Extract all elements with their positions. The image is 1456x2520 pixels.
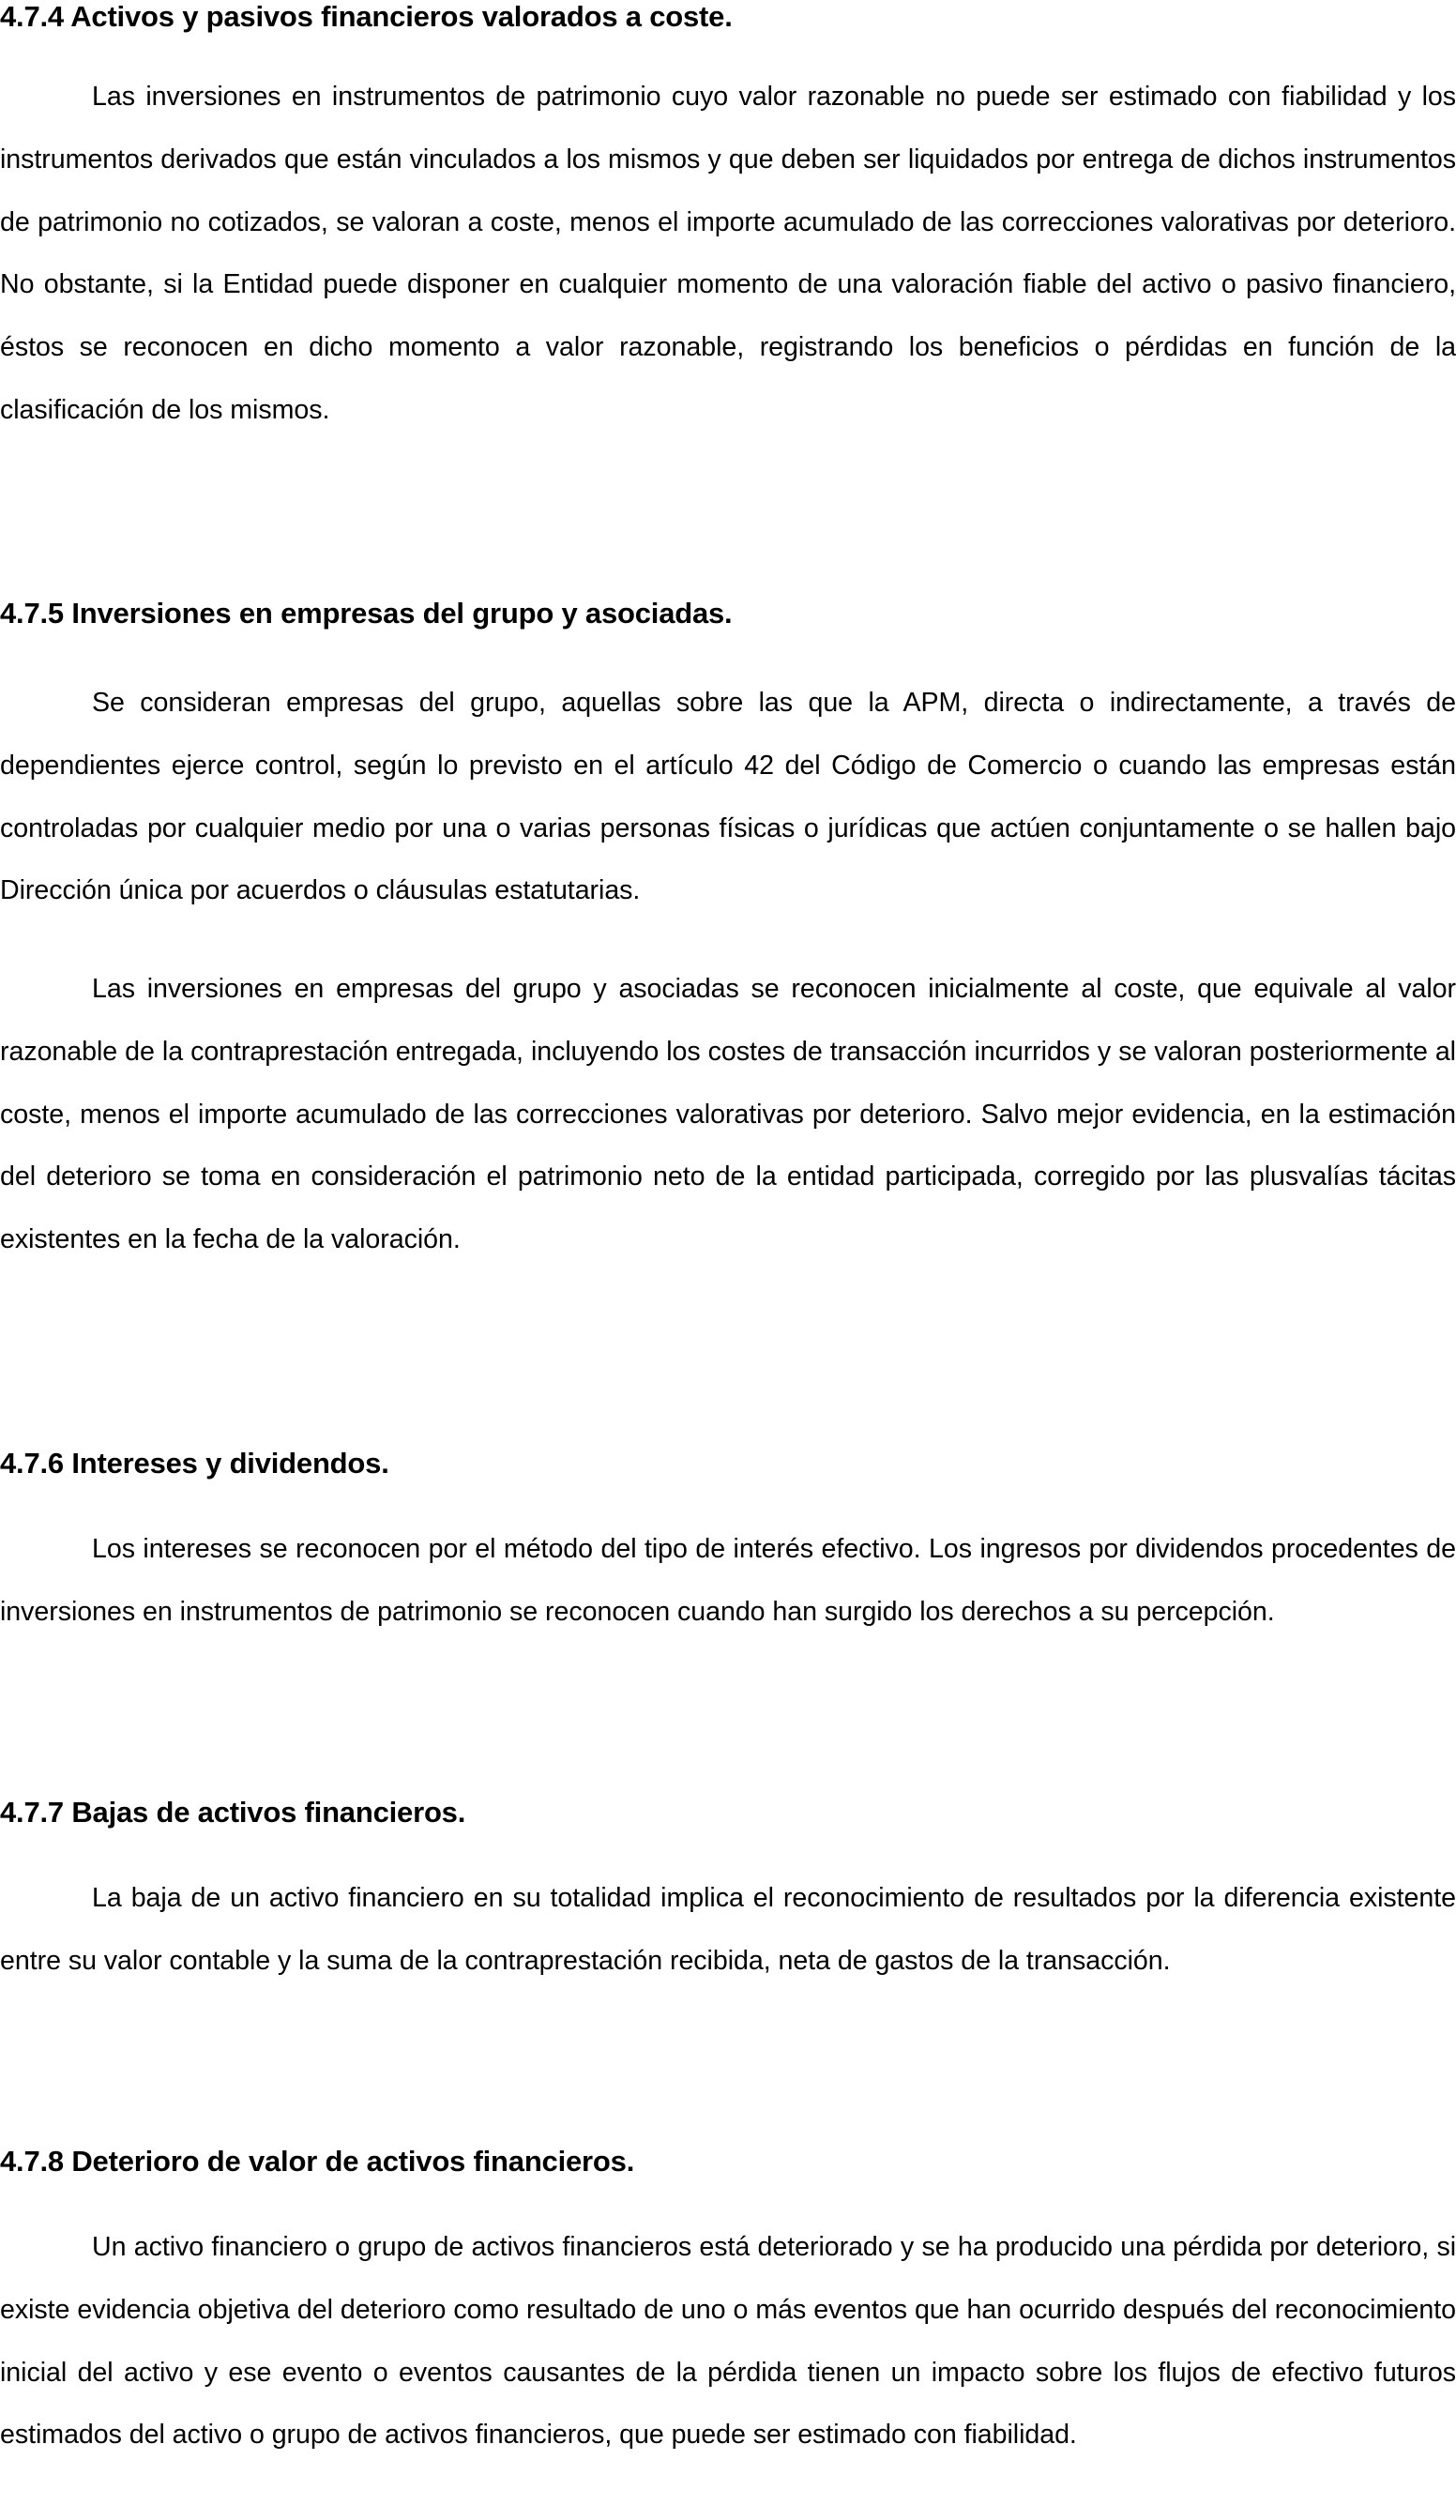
paragraph: Los intereses se reconocen por el método del tipo de interés efectivo. Los ingresos por dividendos procedentes de inversiones en instrumentos de patrimonio se reconocen cuando han surgido los derechos a su percepción.	[0, 1534, 1456, 1627]
section-heading: 4.7.8 Deterioro de valor de activos financieros.	[0, 2145, 635, 2178]
paragraph: Las inversiones en instrumentos de patrimonio cuyo valor razonable no puede ser estimado con fiabilidad y los instrumentos derivados que están vinculados a los mismos y que deben ser liquidados por entrega de dichos instrumentos de patrimonio no cotizados, se valoran a coste, menos el importe acumulado de las correcciones valorativas por deterioro. No obstante, si la Entidad puede disponer en cualquier momento de una valoración fiable del activo o pasivo financiero, éstos se reconocen en dicho momento a valor razonable, registrando los beneficios o pérdidas en función de la clasificación de los mismos.	[0, 82, 1456, 425]
section-heading: 4.7.6 Intereses y dividendos.	[0, 1447, 389, 1480]
section-heading: 4.7.4 Activos y pasivos financieros valorados a coste.	[0, 0, 733, 33]
paragraph: Se consideran empresas del grupo, aquellas sobre las que la APM, directa o indirectamente, a través de dependientes ejerce control, según lo previsto en el artículo 42 del Código de Comercio o cuando las empresas están controladas por cualquier medio por una o varias personas físicas o jurídicas que actúen conjuntamente o se hallen bajo Dirección única por acuerdos o cláusulas estatutarias.	[0, 688, 1456, 906]
paragraph: Las inversiones en empresas del grupo y asociadas se reconocen inicialmente al coste, que equivale al valor razonable de la contraprestación entregada, incluyendo los costes de transacción incurridos y se valoran posteriormente al coste, menos el importe acumulado de las correcciones valorativas por deterioro. Salvo mejor evidencia, en la estimación del deterioro se toma en consideración el patrimonio neto de la entidad participada, corregido por las plusvalías tácitas existentes en la fecha de la valoración.	[0, 974, 1456, 1255]
paragraph: Un activo financiero o grupo de activos financieros está deteriorado y se ha producido una pérdida por deterioro, si existe evidencia objetiva del deterioro como resultado de uno o más eventos que han ocurrido después del reconocimiento inicial del activo y ese evento o eventos causantes de la pérdida tienen un impacto sobre los flujos de efectivo futuros estimados del activo o grupo de activos financieros, que puede ser estimado con fiabilidad.	[0, 2232, 1456, 2451]
section-heading: 4.7.5 Inversiones en empresas del grupo y asociadas.	[0, 597, 733, 630]
paragraph: La baja de un activo financiero en su totalidad implica el reconocimiento de resultados por la diferencia existente entre su valor contable y la suma de la contraprestación recibida, neta de gastos de la transacción.	[0, 1883, 1456, 1976]
section-heading: 4.7.7 Bajas de activos financieros.	[0, 1796, 466, 1829]
